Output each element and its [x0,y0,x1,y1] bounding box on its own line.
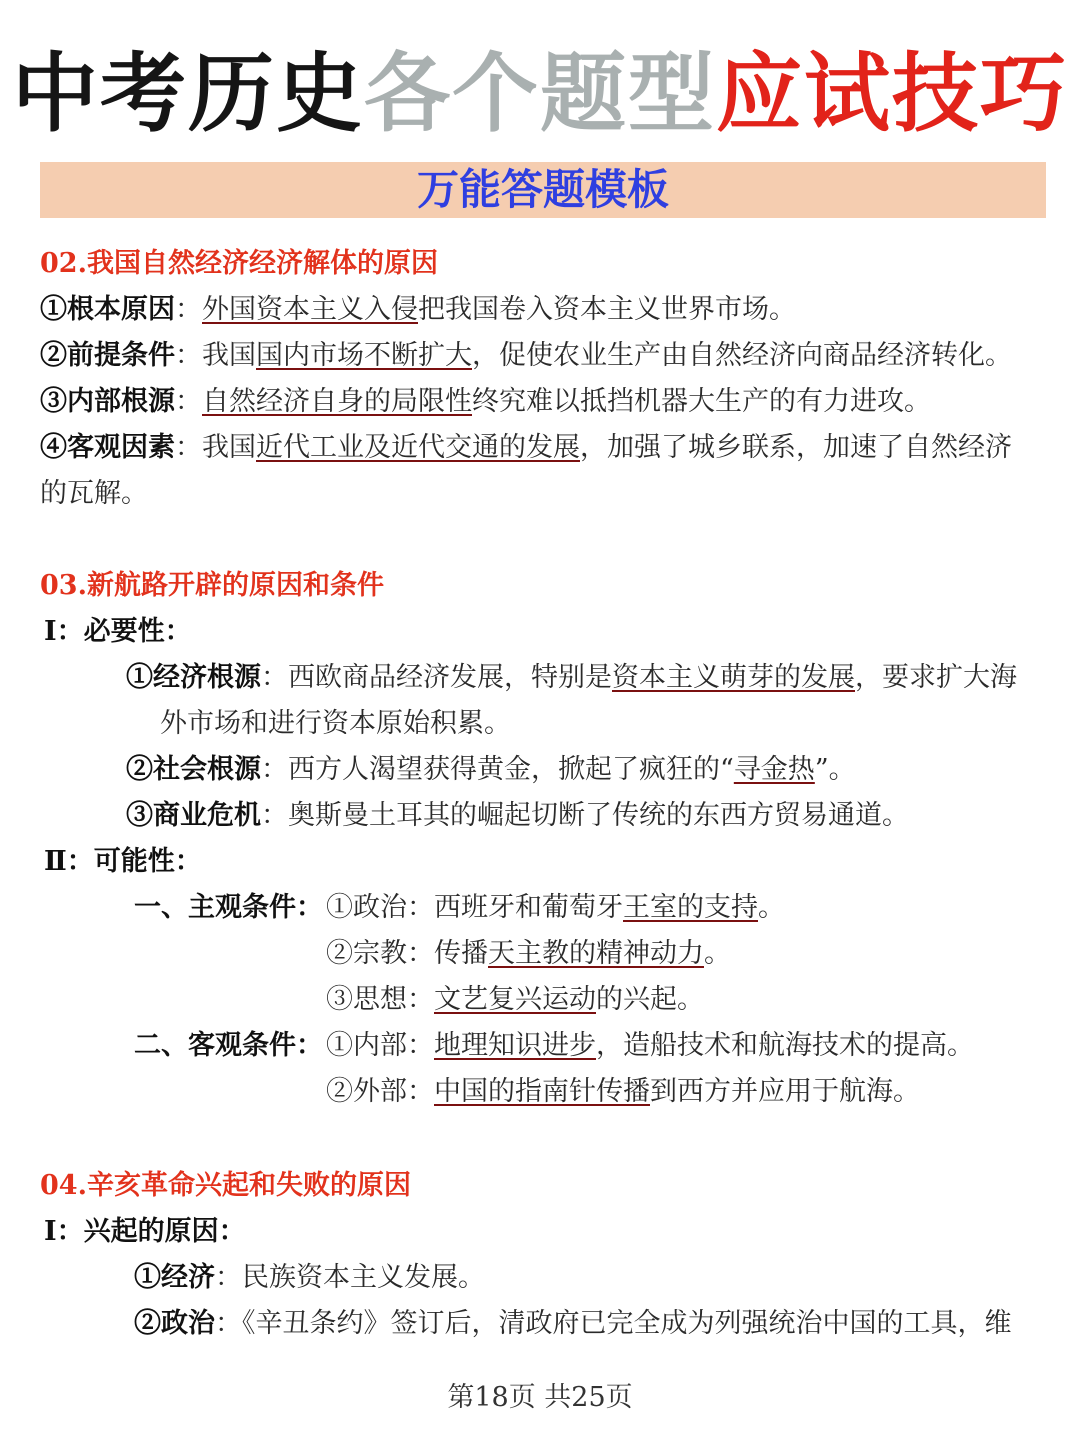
s02-line-4-cont: 的瓦解。 [40,478,148,509]
s02-l4-label: ④客观因素 [40,432,175,463]
s02-line-4: ④客观因素：我国近代工业及近代交通的发展，加强了城乡联系，加速了自然经济 [40,432,1012,463]
s03-a2: ②社会根源：西方人渴望获得黄金，掀起了疯狂的“寻金热”。 [126,754,856,785]
s02-l3-label: ③内部根源 [40,386,175,417]
s03-c1-label: 一、主观条件： [134,892,323,923]
s03-part-1: Ⅰ：必要性： [44,616,192,647]
s03-c5: ②外部：中国的指南针传播到西方并应用于航海。 [326,1076,920,1107]
s03-c1-key: 王室的支持 [623,892,758,923]
s03-c3: ③思想：文艺复兴运动的兴起。 [326,984,704,1015]
s03-part-2: Ⅱ：可能性： [44,846,202,877]
page-footer: 第18页 共25页 [447,1382,633,1413]
s03-c4-key: 地理知识进步 [434,1030,596,1061]
s03-a1-key: 资本主义萌芽的发展 [612,662,855,693]
s04-a2: ②政治：《辛丑条约》签订后，清政府已完全成为列强统治中国的工具，维 [134,1308,1012,1339]
s03-a1-label: ①经济根源 [126,662,261,693]
s02-l1-key: 外国资本主义入侵 [202,294,418,325]
section-04-heading: 04.辛亥革命兴起和失败的原因 [40,1170,411,1201]
s04-part-1: Ⅰ：兴起的原因： [44,1216,246,1247]
s02-line-2: ②前提条件：我国国内市场不断扩大，促使农业生产由自然经济向商品经济转化。 [40,340,1012,371]
s03-c4-label: 二、客观条件： [134,1030,323,1061]
subtitle-banner [40,162,1046,218]
s03-a1-cont: 外市场和进行资本原始积累。 [160,708,511,739]
s03-a2-label: ②社会根源 [126,754,261,785]
s02-line-3: ③内部根源：自然经济自身的局限性终究难以抵挡机器大生产的有力进攻。 [40,386,931,417]
s03-c5-key: 中国的指南针传播 [434,1076,650,1107]
s04-a1: ①经济：民族资本主义发展。 [134,1262,485,1293]
s02-l2-key: 国内市场不断扩大 [256,340,472,371]
s03-a2-key: 寻金热 [733,754,815,785]
section-03-heading: 03.新航路开辟的原因和条件 [40,570,384,601]
section-02-heading: 02.我国自然经济经济解体的原因 [40,248,438,279]
s04-a2-label: ②政治 [134,1308,215,1339]
s03-c1: ①政治：西班牙和葡萄牙王室的支持。 [326,892,785,923]
s03-c2-key: 天主教的精神动力 [488,938,704,969]
subtitle: 万能答题模板 [416,165,669,214]
s03-c3-key: 文艺复兴运动 [434,984,596,1015]
s04-a1-label: ①经济 [134,1262,215,1293]
s02-l2-label: ②前提条件 [40,340,175,371]
s02-l4-key: 近代工业及近代交通的发展 [256,432,580,463]
title-part-3: 应试技巧 [716,44,1068,144]
title-part-2: 各个题型 [364,44,716,144]
s03-a3-label: ③商业危机 [126,800,261,831]
page-title [0,44,1080,144]
s02-line-1: ①根本原因：外国资本主义入侵把我国卷入资本主义世界市场。 [40,294,796,325]
title-part-1: 中考历史 [12,44,364,144]
s03-a3: ③商业危机：奥斯曼土耳其的崛起切断了传统的东西方贸易通道。 [126,800,909,831]
s03-c4: ①内部：地理知识进步，造船技术和航海技术的提高。 [326,1030,974,1061]
s02-l3-key: 自然经济自身的局限性 [202,386,472,417]
s03-a1: ①经济根源：西欧商品经济发展，特别是资本主义萌芽的发展，要求扩大海 [126,662,1017,693]
s03-c2: ②宗教：传播天主教的精神动力。 [326,938,731,969]
s02-l1-label: ①根本原因 [40,294,175,325]
